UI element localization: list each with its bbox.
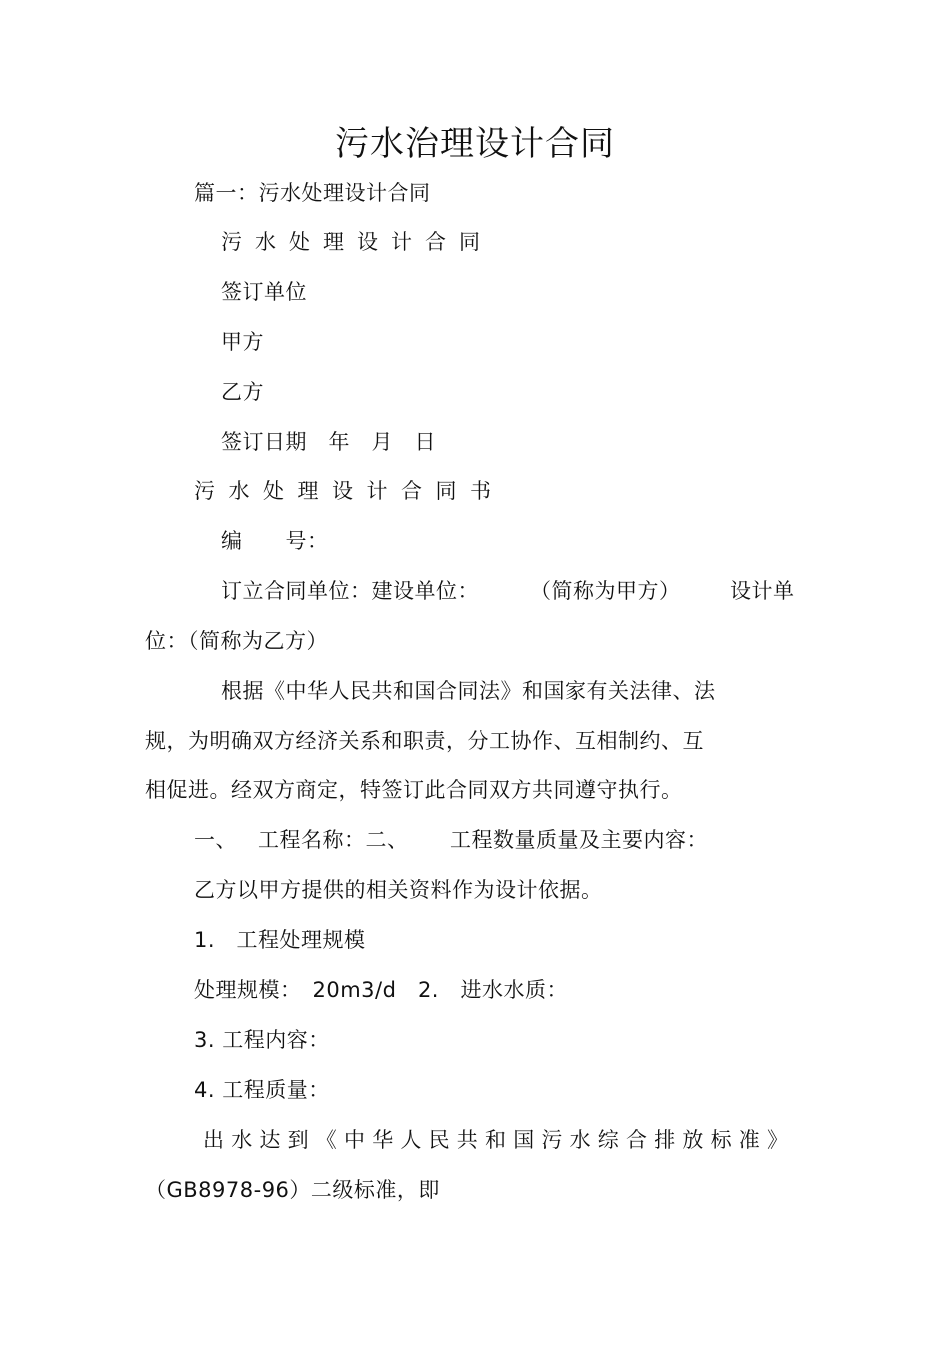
contract-book-heading: 污水处理设计合同书 xyxy=(194,479,505,503)
clause-number: 一、 xyxy=(194,828,237,852)
paragraph-line: 乙方以甲方提供的相关资料作为设计依据。 xyxy=(194,878,603,902)
paragraph-line: 根据《中华人民共和国合同法》和国家有关法律、法 xyxy=(221,679,716,703)
item-project-quality: 4. 工程质量： xyxy=(194,1078,330,1102)
design-unit-label: 设计单 xyxy=(730,579,795,603)
party-b-abbrev: 位：（简称为乙方） xyxy=(145,629,328,653)
party-a-abbrev: （简称为甲方） xyxy=(530,579,681,603)
clause-project-name: 工程名称：二、 xyxy=(258,828,409,852)
clause-project-scope: 工程数量质量及主要内容： xyxy=(450,828,708,852)
contract-parties-label: 订立合同单位：建设单位： xyxy=(221,579,479,603)
signing-unit-label: 签订单位 xyxy=(221,280,307,304)
item-processing-scale: 1. 工程处理规模 xyxy=(194,928,366,952)
contract-number-label: 编 号： xyxy=(221,529,329,553)
item-scale-and-inflow: 处理规模： 20m3/d 2. 进水水质： xyxy=(194,978,568,1002)
item-project-content: 3. 工程内容： xyxy=(194,1028,330,1052)
paragraph-line: 相促进。经双方商定，特签订此合同双方共同遵守执行。 xyxy=(145,778,683,802)
paragraph-line: 出水达到《中华人民共和国污水综合排放标准》 xyxy=(203,1128,796,1152)
paragraph-line: （GB8978-96）二级标准，即 xyxy=(145,1178,440,1202)
contract-subtitle: 污水处理设计合同 xyxy=(221,230,493,254)
signing-date-label: 签订日期 年 月 日 xyxy=(221,430,436,454)
section-heading: 篇一：污水处理设计合同 xyxy=(194,181,431,205)
party-a-label: 甲方 xyxy=(221,330,264,354)
party-b-label: 乙方 xyxy=(221,380,264,404)
paragraph-line: 规，为明确双方经济关系和职责，分工协作、互相制约、互 xyxy=(145,729,704,753)
document-title: 污水治理设计合同 xyxy=(335,124,615,164)
